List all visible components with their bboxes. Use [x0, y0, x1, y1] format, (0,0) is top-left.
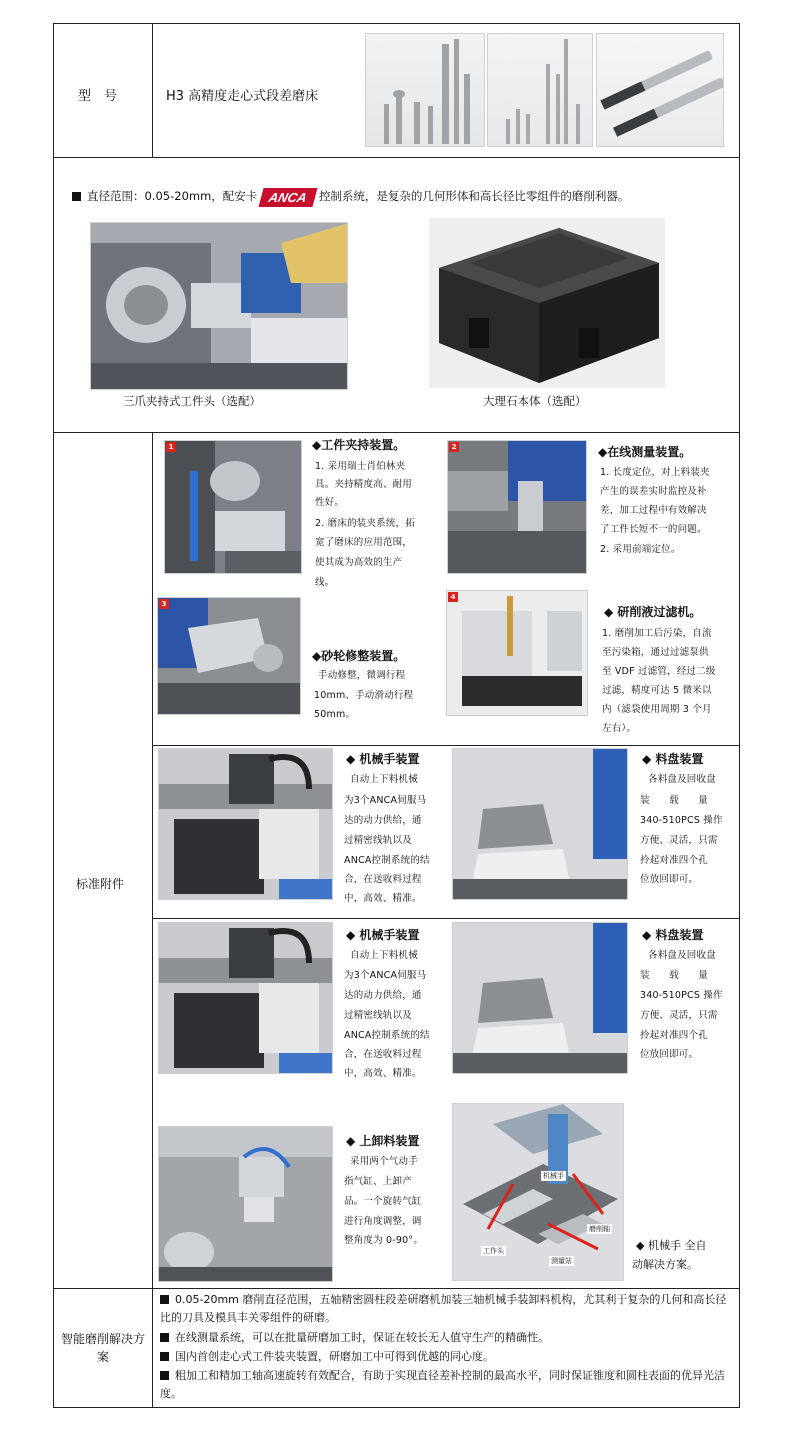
model-label: 型 号	[78, 89, 118, 104]
robot-title-a: ◆ 机械手装置	[346, 752, 420, 766]
robot-b-line-5: 合，在送收料过程	[344, 1049, 422, 1060]
intro-text	[72, 188, 629, 207]
robot-title-b: ◆ 机械手装置	[346, 928, 420, 942]
robot-a-line-2: 达的动力供给，通	[344, 815, 422, 826]
item2-line-0: 1. 长度定位，对上料装夹	[600, 467, 710, 478]
item1-line-2: 性好。	[315, 497, 345, 508]
table-border-right	[739, 23, 740, 1408]
clamp-photo	[164, 440, 302, 574]
item1-line-4: 宽了磨床的应用范围，	[315, 537, 413, 548]
row-divider-2	[53, 432, 740, 433]
item2-line-4: 2. 采用前端定位。	[600, 544, 681, 555]
item1-title: ◆工件夹持装置。	[312, 438, 406, 452]
tray-title-b: ◆ 料盘装置	[642, 928, 704, 942]
robot-a-line-4: ANCA控制系统的结	[344, 855, 430, 866]
item4-line-2: 至 VDF 过滤管，经过二级	[602, 666, 716, 677]
intro-text-before: 直径范围：0.05-20mm，配安卡	[87, 189, 258, 203]
marble-base-photo	[429, 218, 665, 388]
item2-line-3: 了工件长短不一的问题。	[600, 524, 707, 535]
badge-2: 2	[449, 442, 459, 452]
bullet-square-icon	[160, 1352, 169, 1361]
bullet-square-icon	[160, 1371, 169, 1380]
item1-line-6: 线。	[315, 577, 335, 588]
tray-b-line-2: 340-510PCS 操作	[640, 990, 723, 1001]
tray-b-line-0: 各料盘及回收盘	[648, 950, 716, 961]
smart-bullet-0-text: 0.05-20mm 磨削直径范围，五轴精密圆柱段差研磨机加装三轴机械手装卸料机构，尤其利于复杂的几何和高长径比的刀具及模具丰关零组件的研磨。	[160, 1293, 727, 1324]
auto-solution-diagram	[452, 1103, 624, 1281]
tool-photo-3	[596, 33, 724, 147]
inner-divider-1	[152, 745, 740, 746]
table-border-left	[53, 23, 54, 1408]
loader-line-0: 采用两个气动手	[350, 1156, 418, 1167]
smart-label	[58, 1330, 148, 1366]
robot-b-line-4: ANCA控制系统的结	[344, 1030, 430, 1041]
item3-line-0: 手动修整，微调行程	[318, 670, 406, 681]
item1-line-1: 具。夹持精度高、耐用	[315, 479, 413, 490]
robot-a-line-6: 中，高效、精准。	[344, 893, 422, 904]
item3-title: ◆砂轮修整装置。	[312, 649, 406, 663]
item3-line-1: 10mm、手动滑动行程	[314, 690, 414, 701]
row-divider-1	[53, 157, 740, 158]
standard-label: 标准附件	[76, 877, 125, 891]
anca-logo: ANCA	[259, 188, 318, 207]
robot-a-line-1: 为3个ANCA伺服马	[344, 795, 427, 806]
item2-line-2: 差，加工过程中有效解决	[600, 505, 707, 516]
tray-a-line-2: 340-510PCS 操作	[640, 815, 723, 826]
loader-line-2: 品。一个旋转气缸	[344, 1196, 422, 1207]
diagram-label-grinding: 磨削轴	[589, 1225, 610, 1233]
bullet-square-icon	[160, 1333, 169, 1342]
robot-b-line-6: 中，高效、精准。	[344, 1068, 422, 1079]
tray-b-line-1: 装 载 量	[640, 970, 708, 981]
auto-line-1: 动解决方案。	[632, 1258, 698, 1271]
caption-marble: 大理石本体（选配）	[483, 394, 587, 408]
col-divider-row1	[152, 23, 153, 157]
smart-bullet-1	[160, 1329, 734, 1347]
caption-workhead: 三爪夹持式工件头（选配）	[123, 394, 261, 408]
smart-bullet-3	[160, 1367, 734, 1403]
item1-line-3: 2. 磨床的装夹系统，拓	[315, 518, 415, 529]
loader-photo	[158, 1126, 333, 1282]
item1-line-0: 1. 采用瑞士肖伯林夹	[315, 461, 406, 472]
tray-a-line-5: 位放回即可。	[640, 874, 699, 885]
smart-bullet-3-text: 粗加工和精加工轴高速旋转有效配合，有助于实现直径差补控制的最高水平，同时保证锥度和圆柱表面的优异光洁度。	[160, 1369, 725, 1400]
item4-title: ◆ 研削液过滤机。	[604, 605, 702, 619]
tray-a-line-1: 装 载 量	[640, 795, 708, 806]
loader-line-1: 指气缸、上卸产	[344, 1176, 412, 1187]
bullet-square-icon	[72, 192, 81, 201]
robot-photo-a	[158, 748, 333, 900]
item4-line-4: 内（滤袋使用周期 3 个月	[602, 704, 712, 715]
table-border-top	[53, 23, 740, 24]
smart-bullet-0	[160, 1291, 734, 1327]
item4-line-1: 至污染箱，通过过滤泵供	[602, 647, 709, 658]
robot-photo-b	[158, 922, 333, 1074]
tray-photo-a	[452, 748, 628, 900]
tool-photo-2	[487, 33, 593, 147]
tray-a-line-3: 方便、灵活，只需	[640, 835, 718, 846]
robot-b-line-2: 达的动力供给，通	[344, 990, 422, 1001]
tray-a-line-4: 拎起对准四个孔	[640, 855, 708, 866]
diagram-label-workhead: 工作头	[483, 1247, 504, 1255]
tray-b-line-3: 方便、灵活，只需	[640, 1010, 718, 1021]
robot-b-line-0: 自动上下料机械	[350, 950, 418, 961]
item2-title: ◆在线测量装置。	[598, 445, 692, 459]
item1-line-5: 使其成为高效的生产	[315, 557, 403, 568]
badge-3: 3	[159, 599, 169, 609]
loader-line-4: 整角度为 0-90°。	[344, 1235, 424, 1246]
item3-line-2: 50mm。	[314, 709, 356, 720]
smart-bullet-2	[160, 1348, 734, 1366]
robot-a-line-0: 自动上下料机械	[350, 774, 418, 785]
tray-photo-b	[452, 922, 628, 1074]
badge-4: 4	[448, 592, 458, 602]
badge-1: 1	[166, 442, 176, 452]
robot-a-line-3: 过精密线轨以及	[344, 835, 412, 846]
intro-text-after: 控制系统，是复杂的几何形体和高长径比零组件的磨削利器。	[318, 189, 630, 203]
bullet-square-icon	[160, 1295, 169, 1304]
tool-photo-1	[365, 33, 485, 147]
table-border-bottom	[53, 1407, 740, 1408]
row-divider-3	[53, 1288, 740, 1289]
loader-line-3: 进行角度调整，调	[344, 1216, 422, 1227]
smart-bullet-2-text: 国内首创走心式工件装夹装置，研磨加工中可得到优越的同心度。	[175, 1350, 494, 1363]
model-name: H3 高精度走心式段差磨床	[166, 89, 319, 104]
loader-title: ◆ 上卸料装置	[346, 1134, 420, 1148]
measure-photo	[447, 440, 587, 574]
workhead-photo	[90, 222, 348, 390]
tray-title-a: ◆ 料盘装置	[642, 752, 704, 766]
smart-bullet-1-text: 在线测量系统，可以在批量研磨加工时，保证在较长无人值守生产的精确性。	[175, 1331, 549, 1344]
diagram-label-robot: 机械手	[543, 1172, 564, 1180]
dresser-photo	[157, 597, 301, 715]
filter-photo	[446, 590, 588, 716]
robot-b-line-3: 过精密线轨以及	[344, 1010, 412, 1021]
item4-line-3: 过滤，精度可达 5 微米以	[602, 685, 712, 696]
tray-b-line-5: 位放回即可。	[640, 1049, 699, 1060]
item2-line-1: 产生的误差实时监控及补	[600, 486, 707, 497]
inner-divider-2	[152, 918, 740, 919]
robot-a-line-5: 合，在送收料过程	[344, 874, 422, 885]
diagram-label-measure: 测量站	[551, 1257, 572, 1265]
tray-b-line-4: 拎起对准四个孔	[640, 1030, 708, 1041]
auto-line-0: ◆ 机械手 全自	[636, 1239, 707, 1252]
item4-line-0: 1. 磨削加工后污染，自流	[602, 628, 712, 639]
tray-a-line-0: 各料盘及回收盘	[648, 774, 716, 785]
robot-b-line-1: 为3个ANCA伺服马	[344, 970, 427, 981]
col-divider-row3	[152, 432, 153, 1407]
item4-line-5: 左右）。	[602, 723, 637, 734]
smart-label-text: 智能磨削解决方案	[60, 1332, 145, 1364]
